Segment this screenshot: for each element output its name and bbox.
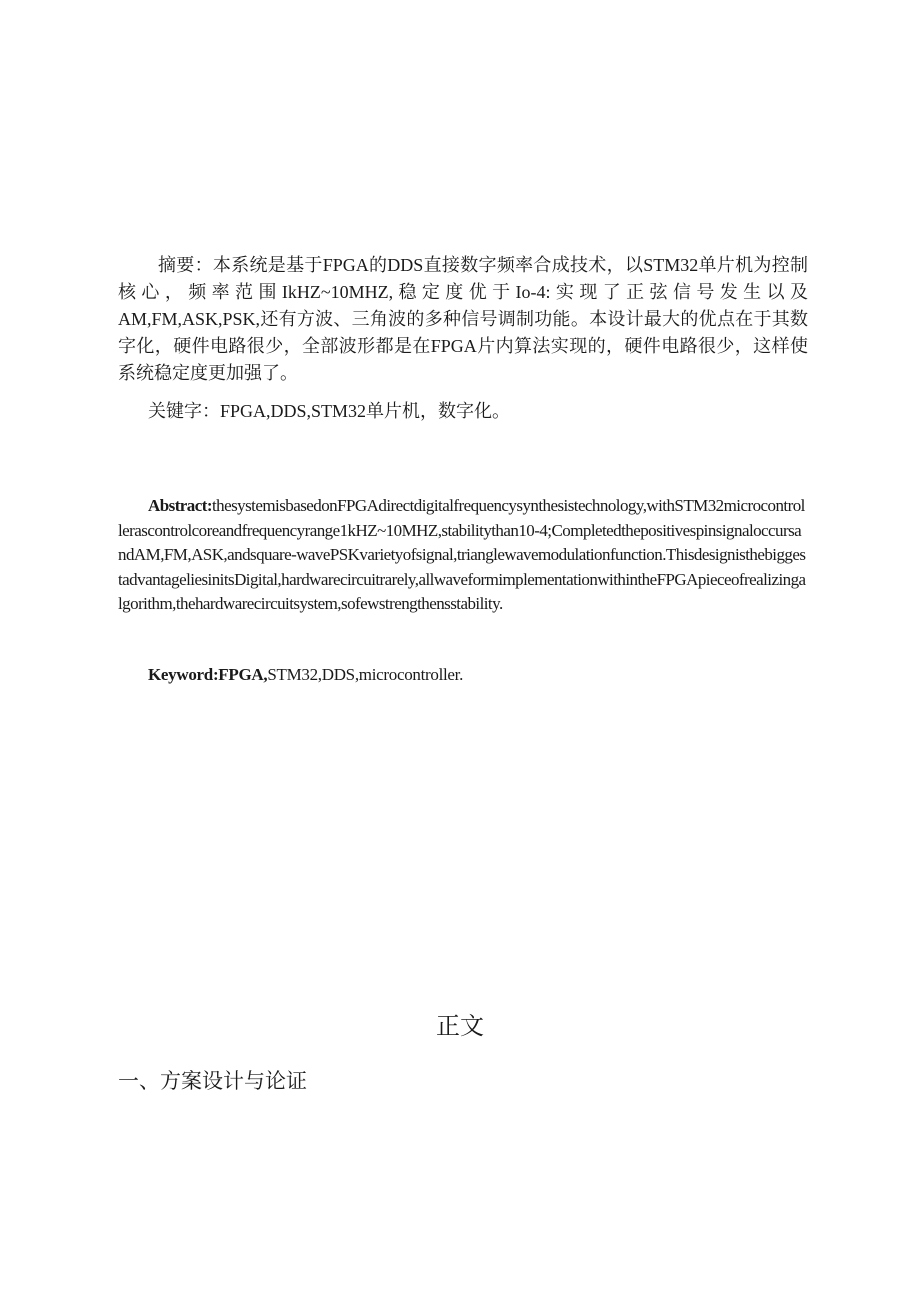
main-body-title: 正文	[436, 1014, 484, 1040]
chinese-keywords-label: 关键字：	[148, 401, 220, 421]
english-abstract	[118, 494, 808, 617]
english-keywords-label: Keyword:FPGA,	[148, 665, 268, 684]
english-abstract-text: thesystemisbasedonFPGAdirectdigitalfrequencysynthesistechnology,withSTM32microcontrollerascontrolcoreandfrequencyrange1kHZ~10MHZ,stabilitythan10-4;CompletedthepositivespinsignaloccursandAM,FM,ASK,andsquare-wavePSKvarietyofsignal,trianglewavemodulationfunction.ThisdesignisthebiggestadvantageliesinitsDigital,hardwarecircuitrarely,allwaveformimplementationwithintheFPGApieceofrealizingalgorithm,thehardwarecircuitsystem,sofewstrengthensstability.	[118, 496, 806, 613]
chinese-abstract	[118, 252, 808, 387]
chinese-keywords-text: FPGA,DDS,STM32单片机，数字化。	[220, 401, 511, 421]
english-keywords-text: STM32,DDS,microcontroller.	[267, 665, 464, 684]
chinese-abstract-text: 本系统是基于FPGA的DDS直接数字频率合成技术，以STM32单片机为控制核心，频率范围IkHZ~10MHZ,稳定度优于Io-4:实现了正弦信号发生以及AM,FM,ASK,PSK,还有方波、三角波的多种信号调制功能。本设计最大的优点在于其数字化，硬件电路很少，全部波形都是在FPGA片内算法实现的，硬件电路很少，这样使系统稳定度更加强了。	[118, 255, 809, 383]
english-abstract-label: Abstract:	[148, 496, 212, 515]
english-keywords	[148, 663, 808, 687]
section-1-heading: 一、方案设计与论证	[118, 1069, 307, 1093]
chinese-keywords	[148, 398, 808, 425]
chinese-abstract-label: 摘要：	[158, 255, 213, 275]
